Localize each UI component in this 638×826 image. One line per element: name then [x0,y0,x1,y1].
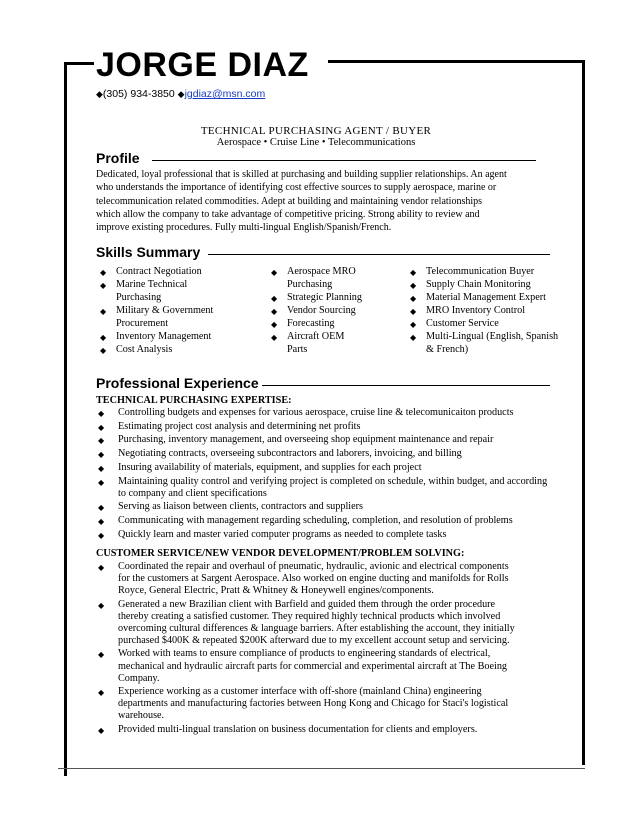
list-item [96,686,546,723]
list-item-text: Company. [118,672,160,684]
headline [96,125,536,155]
skill-item [410,330,558,356]
list-item-text: for the customers at Sargent Aerospace. Also worked on engine ducting and manifolds for Rolls [118,573,509,585]
list-item-text: Insuring availability of materials, equipment, and supplies for each project [118,461,422,473]
profile-text [96,168,536,234]
skill-label: Military & Government [116,305,214,316]
skills-column-2 [271,265,362,356]
diamond-bullet-icon: ◆ [98,436,105,446]
diamond-bullet-icon: ◆ [410,281,417,290]
diamond-bullet-icon: ◆ [98,503,105,513]
profile-line: Dedicated, loyal professional that is skilled at purchasing and building supplier relationships. An agent [96,169,507,180]
list-item-text: Negotiating contracts, overseeing subcontractors and laborers, invoicing, and billing [118,448,462,460]
list-item-text: mechanical and hydraulic aircraft parts for commercial and experimental aircraft at The Boeing [118,660,508,672]
skill-label: Strategic Planning [287,292,362,303]
profile-line: which allow the company to take advantage of competitive pricing. Strong ability to review and [96,208,480,220]
list-item-text: thereby creating a satisfied customer. They required highly technical products which involved [118,610,501,622]
email-link[interactable]: jgdiaz@msn.com [184,88,266,100]
skill-item [100,265,213,278]
skills-column-3 [410,265,558,356]
profile-line: improve existing procedures. Fully multi-lingual English/Spanish/French. [96,222,392,234]
list-item-text: Maintaining quality control and verifying project is completed on schedule, within budget, and according [118,475,548,487]
diamond-bullet-icon: ◆ [410,333,417,342]
list-item [96,476,546,500]
skill-label: Aircraft OEM [287,331,345,342]
skill-label: Inventory Management [116,331,212,342]
diamond-bullet-icon: ◆ [100,268,107,277]
skill-label: Contract Negotiation [116,266,202,277]
diamond-bullet-icon: ◆ [271,294,278,303]
list-item-text: Estimating project cost analysis and determining net profits [118,420,361,432]
diamond-bullet-icon: ◆ [100,281,107,290]
skill-label: Parts [287,344,308,355]
list-item-text: Serving as liaison between clients, contractors and suppliers [118,501,364,513]
phone-number: (305) 934-3850 [102,88,175,100]
skill-item [410,278,558,291]
experience-heading: Professional Experience [96,375,259,391]
skill-label: Purchasing [287,279,333,290]
list-item-text: Generated a new Brazilian client with Barfield and guided them through the order procedure [118,598,496,610]
diamond-bullet-icon: ◆ [271,320,278,329]
diamond-bullet-icon: ◆ [177,89,185,99]
skills-column-1 [100,265,213,356]
list-item-text: overcoming cultural differences & language barriers. After establishing the account, they initially [118,623,515,635]
list-item-text: Quickly learn and master varied computer programs as needed to complete tasks [118,528,447,540]
list-item [96,462,546,474]
diamond-bullet-icon: ◆ [96,89,103,99]
skill-item [271,304,362,317]
customer-list [96,561,546,737]
skill-item [100,304,213,330]
skills-rule [208,254,550,255]
profile-line: who understands the importance of identifying cost effective sources to supply aerospace, marine or [96,182,497,194]
skill-label: Customer Service [426,318,499,329]
diamond-bullet-icon: ◆ [98,600,105,610]
skill-label: Vendor Sourcing [287,305,356,316]
contact-line [96,88,265,100]
skill-item [100,278,213,304]
diamond-bullet-icon: ◆ [98,650,105,660]
skill-item [100,343,213,356]
list-item-text: Coordinated the repair and overhaul of pneumatic, hydraulic, avionic and electrical components [118,561,509,572]
skill-label: Purchasing [116,292,162,303]
skill-item [271,291,362,304]
border-top-right [328,60,585,63]
border-top-left [64,62,94,65]
diamond-bullet-icon: ◆ [98,450,105,460]
diamond-bullet-icon: ◆ [100,307,107,316]
list-item [96,529,546,541]
list-item-text: Worked with teams to ensure compliance of products to engineering standards of electrical, [118,648,491,660]
profile-rule [152,160,536,161]
diamond-bullet-icon: ◆ [410,307,417,316]
skills-heading: Skills Summary [96,244,201,260]
diamond-bullet-icon: ◆ [410,320,417,329]
skill-label: Procurement [116,318,169,329]
list-item [96,407,546,419]
skill-item [100,330,213,343]
diamond-bullet-icon: ◆ [98,463,105,473]
diamond-bullet-icon: ◆ [98,517,105,527]
skill-item [410,265,558,278]
customer-heading: CUSTOMER SERVICE/NEW VENDOR DEVELOPMENT/PROBLEM SOLVING: [96,548,465,559]
diamond-bullet-icon: ◆ [271,307,278,316]
skill-label: Marine Technical [116,279,188,290]
profile-line: telecommunication related commodities. Adept at building and maintaining vendor relationships [96,195,483,207]
skill-item [271,330,362,356]
diamond-bullet-icon: ◆ [98,422,105,432]
technical-list [96,407,546,543]
skill-label: Cost Analysis [116,344,173,355]
skill-label: MRO Inventory Control [426,305,526,316]
skill-label: Forecasting [287,318,335,329]
list-item [96,561,546,598]
list-item [96,724,546,736]
diamond-bullet-icon: ◆ [98,688,105,698]
list-item-text: warehouse. [118,710,165,722]
diamond-bullet-icon: ◆ [98,530,105,540]
skill-label: & French) [426,344,469,355]
list-item-text: Experience working as a customer interface with off-shore (mainland China) engineering [118,686,482,698]
list-item-text: departments and manufacturing factories between Hong Kong and Chicago for Staci's logistical [118,698,509,710]
skill-label: Aerospace MRO [287,266,356,277]
experience-rule [262,385,550,386]
diamond-bullet-icon: ◆ [271,333,278,342]
skill-label: Supply Chain Monitoring [426,279,531,290]
diamond-bullet-icon: ◆ [98,477,105,487]
list-item [96,421,546,433]
skill-item [410,304,558,317]
list-item [96,648,546,685]
border-right [582,60,585,765]
list-item-text: purchased $400K & repeated $200K afterward due to my excellent account setup and servicing. [118,635,510,647]
diamond-bullet-icon: ◆ [98,409,105,418]
diamond-bullet-icon: ◆ [410,294,417,303]
skill-label: Material Management Expert [426,292,546,303]
list-item-text: Provided multi-lingual translation on business documentation for clients and employers. [118,723,478,735]
job-title: TECHNICAL PURCHASING AGENT / BUYER [200,125,432,137]
list-item [96,434,546,446]
list-item [96,599,546,648]
skill-label: Multi-Lingual (English, Spanish [426,331,559,342]
profile-heading: Profile [96,150,140,166]
list-item-text: Communicating with management regarding scheduling, completion, and resolution of problems [118,515,513,527]
skill-item [271,265,362,291]
candidate-name: JORGE DIAZ [96,46,309,84]
list-item-text: Royce, General Electric, Pratt & Whitney & Honeywell engines/components. [118,585,434,597]
list-item-text: to company and client specifications [118,487,267,499]
list-item-text: Purchasing, inventory management, and overseeing shop equipment maintenance and repair [118,434,494,446]
list-item [96,448,546,460]
list-item-text: Controlling budgets and expenses for various aerospace, cruise line & telecomunicaiton products [118,407,514,418]
technical-heading: TECHNICAL PURCHASING EXPERTISE: [96,395,292,406]
industries: Aerospace • Cruise Line • Telecommunications [216,137,416,148]
skill-item [410,291,558,304]
diamond-bullet-icon: ◆ [100,333,107,342]
diamond-bullet-icon: ◆ [98,563,105,572]
list-item [96,501,546,513]
skill-item [271,317,362,330]
skill-label: Telecommunication Buyer [426,266,535,277]
list-item [96,515,546,527]
diamond-bullet-icon: ◆ [98,725,105,735]
diamond-bullet-icon: ◆ [410,268,417,277]
diamond-bullet-icon: ◆ [100,346,107,355]
diamond-bullet-icon: ◆ [271,268,278,277]
skill-item [410,317,558,330]
border-bottom [58,768,585,769]
border-left [64,62,67,776]
